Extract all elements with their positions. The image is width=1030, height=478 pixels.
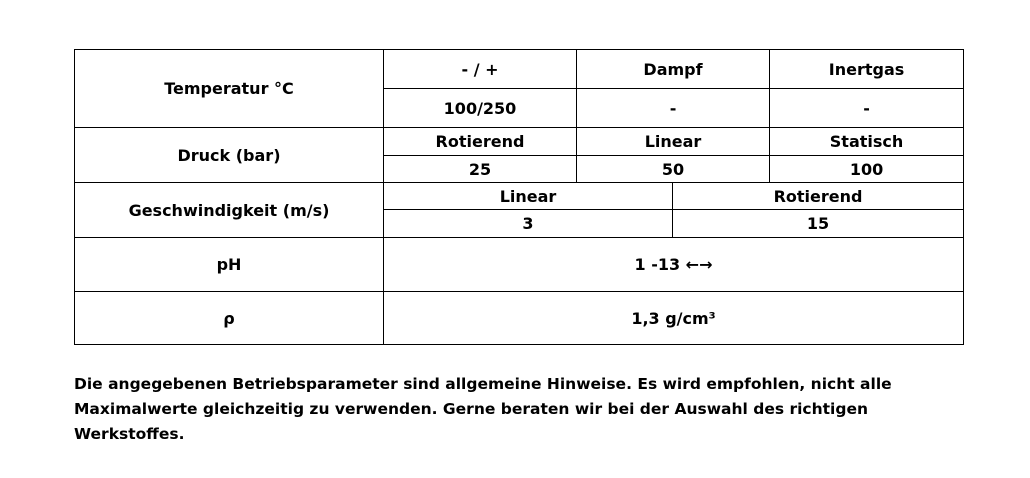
pressure-header-rotating: Rotierend [384, 128, 577, 156]
table-row [75, 292, 964, 345]
temperature-header-minus-plus: - / + [384, 50, 577, 89]
pressure-value-rotating: 25 [384, 156, 577, 183]
density-value: 1,3 g/cm³ [384, 292, 964, 345]
note-line: Die angegebenen Betriebsparameter sind allgemeine Hinweise. Es wird empfohlen, nicht alle [74, 375, 892, 393]
pressure-header-static: Statisch [770, 128, 964, 156]
operating-parameters-table [74, 49, 964, 345]
speed-value-linear: 3 [384, 210, 673, 238]
temperature-value-steam: - [577, 89, 770, 128]
speed-header-linear: Linear [384, 183, 673, 210]
temperature-header-inert-gas: Inertgas [770, 50, 964, 89]
temperature-value-minus-plus: 100/250 [384, 89, 577, 128]
table-row [75, 183, 964, 210]
speed-label: Geschwindigkeit (m/s) [75, 183, 384, 238]
note-line: Maximalwerte gleichzeitig zu verwenden. Gerne beraten wir bei der Auswahl des richtigen [74, 400, 869, 418]
speed-header-rotating: Rotierend [673, 183, 964, 210]
temperature-label: Temperatur °C [75, 50, 384, 128]
pressure-value-static: 100 [770, 156, 964, 183]
density-label: ρ [75, 292, 384, 345]
ph-value: 1 -13 ←→ [384, 238, 964, 292]
operating-note [74, 372, 964, 447]
speed-value-rotating: 15 [673, 210, 964, 238]
note-line: Werkstoffes. [74, 425, 185, 443]
temperature-value-inert-gas: - [770, 89, 964, 128]
table-row [75, 50, 964, 89]
pressure-header-linear: Linear [577, 128, 770, 156]
pressure-value-linear: 50 [577, 156, 770, 183]
temperature-header-steam: Dampf [577, 50, 770, 89]
pressure-label: Druck (bar) [75, 128, 384, 183]
ph-label: pH [75, 238, 384, 292]
table-row [75, 128, 964, 156]
table-row [75, 238, 964, 292]
